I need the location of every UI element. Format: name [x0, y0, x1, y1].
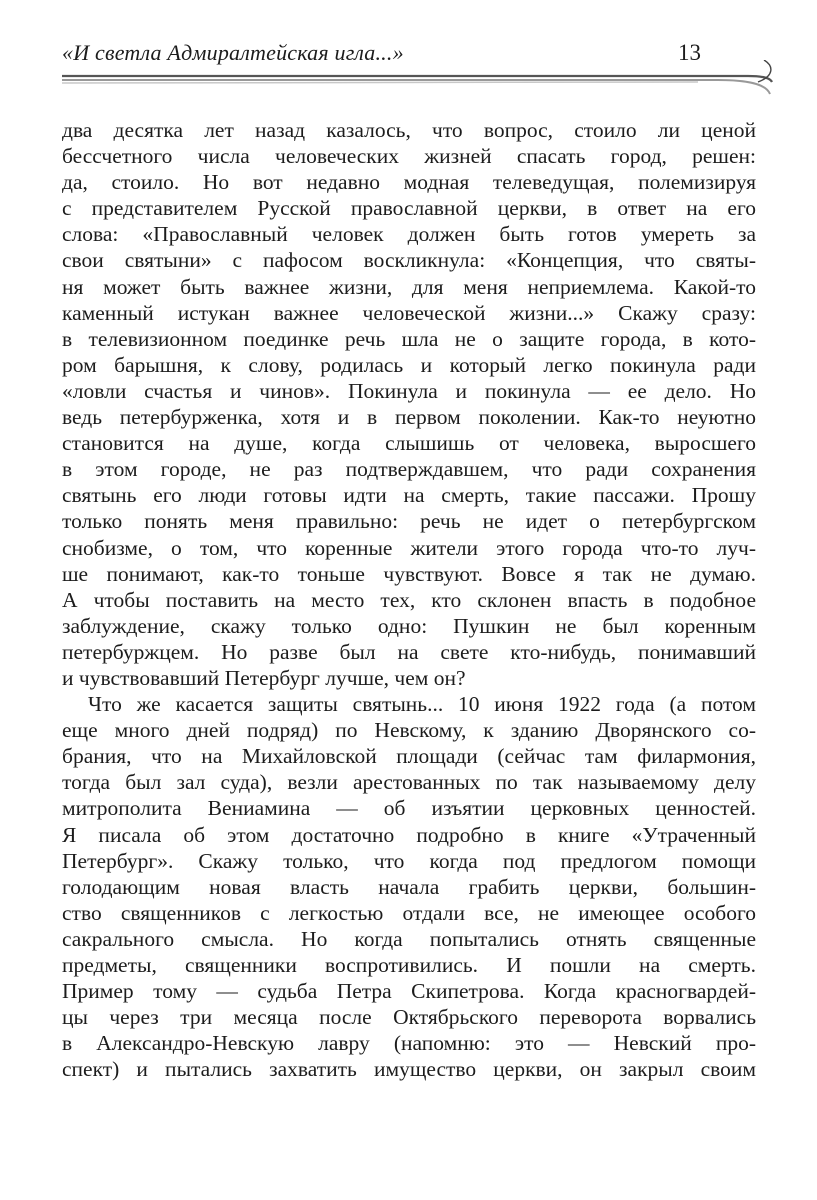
- text-line: Петербург». Скажу только, что когда под предлогом помощи: [62, 848, 756, 873]
- header-swash-rule: [58, 60, 778, 104]
- text-line: брания, что на Михайловской площади (сейчас там филармония,: [62, 744, 756, 769]
- text-line: митрополита Вениамина — об изъятии церковных ценностей.: [62, 796, 756, 821]
- text-line: два десятка лет назад казалось, что вопрос, стоило ли ценой: [62, 118, 756, 142]
- running-title: «И светла Адмиралтейская игла...»: [62, 40, 404, 65]
- text-line: цы через три месяца после Октябрьского переворота ворвались: [62, 1005, 756, 1030]
- text-line: голодающим новая власть начала грабить церкви, большин-: [62, 874, 756, 899]
- text-line: ром барышня, к слову, родилась и который легко покинула ради: [62, 352, 756, 377]
- text-line: Пример тому — судьба Петра Скипетрова. Когда красногвардей-: [62, 979, 756, 1004]
- text-line: в Александро-Невскую лавру (напомню: это — Невский про-: [62, 1031, 756, 1056]
- text-line: каменный истукан важнее человеческой жизни...» Скажу сразу:: [62, 300, 756, 325]
- text-line: предметы, священники воспротивились. И пошли на смерть.: [62, 953, 756, 977]
- text-line: тогда был зал суда), везли арестованных по так называемому делу: [62, 770, 756, 795]
- text-line: Я писала об этом достаточно подробно в книге «Утраченный: [62, 822, 756, 847]
- text-line: и чувствовавший Петербург лучше, чем он?: [62, 665, 466, 690]
- text-line: снобизме, о том, что коренные жители этого города что-то луч-: [62, 535, 756, 560]
- text-line: в этом городе, не раз подтверждавшем, что ради сохранения: [62, 457, 756, 482]
- text-line: святынь его люди готовы идти на смерть, такие пассажи. Прошу: [62, 483, 756, 508]
- text-line: заблуждение, скажу только одно: Пушкин не был коренным: [62, 613, 756, 638]
- text-line: да, стоило. Но вот недавно модная телеведущая, полемизируя: [62, 170, 756, 195]
- text-line: бессчетного числа человеческих жизней спасать город, решен:: [62, 144, 756, 169]
- text-line: сакрального смысла. Но когда попытались отнять священные: [62, 926, 756, 951]
- paragraph: [62, 117, 756, 691]
- text-line: еще много дней подряд) по Невскому, к зданию Дворянского со-: [62, 718, 756, 743]
- text-line: «ловли счастья и чинов». Покинула и покинула — ее дело. Но: [62, 378, 756, 403]
- paragraph: [62, 691, 756, 1082]
- text-line: петербуржцем. Но разве был на свете кто-нибудь, понимавший: [62, 639, 756, 664]
- text-line: ше понимают, как-то тоньше чувствуют. Вовсе я так не думаю.: [62, 561, 756, 586]
- text-line: свои святыни» с пафосом воскликнула: «Концепция, что святы-: [62, 248, 756, 273]
- text-line: ство священников с легкостью отдали все, не имеющее особого: [62, 900, 756, 925]
- text-line: ня может быть важнее жизни, для меня неприемлема. Какой-то: [62, 274, 756, 299]
- text-line: А чтобы поставить на место тех, кто склонен впасть в подобное: [62, 587, 756, 612]
- page-number: 13: [678, 40, 701, 65]
- text-line: спект) и пытались захватить имущество церкви, он закрыл своим: [62, 1057, 756, 1082]
- body-text: [62, 117, 756, 1082]
- text-line: слова: «Православный человек должен быть готов умереть за: [62, 222, 756, 247]
- text-line: только понять меня правильно: речь не идет о петербургском: [62, 509, 756, 534]
- text-line: становится на душе, когда слышишь от человека, выросшего: [62, 431, 756, 456]
- text-line: в телевизионном поединке речь шла не о защите города, в кото-: [62, 326, 756, 351]
- text-line: ведь петербурженка, хотя и в первом поколении. Как-то неуютно: [62, 405, 756, 430]
- text-line: с представителем Русской православной церкви, в ответ на его: [62, 196, 756, 221]
- text-line: Что же касается защиты святынь... 10 июня 1922 года (а потом: [88, 692, 756, 717]
